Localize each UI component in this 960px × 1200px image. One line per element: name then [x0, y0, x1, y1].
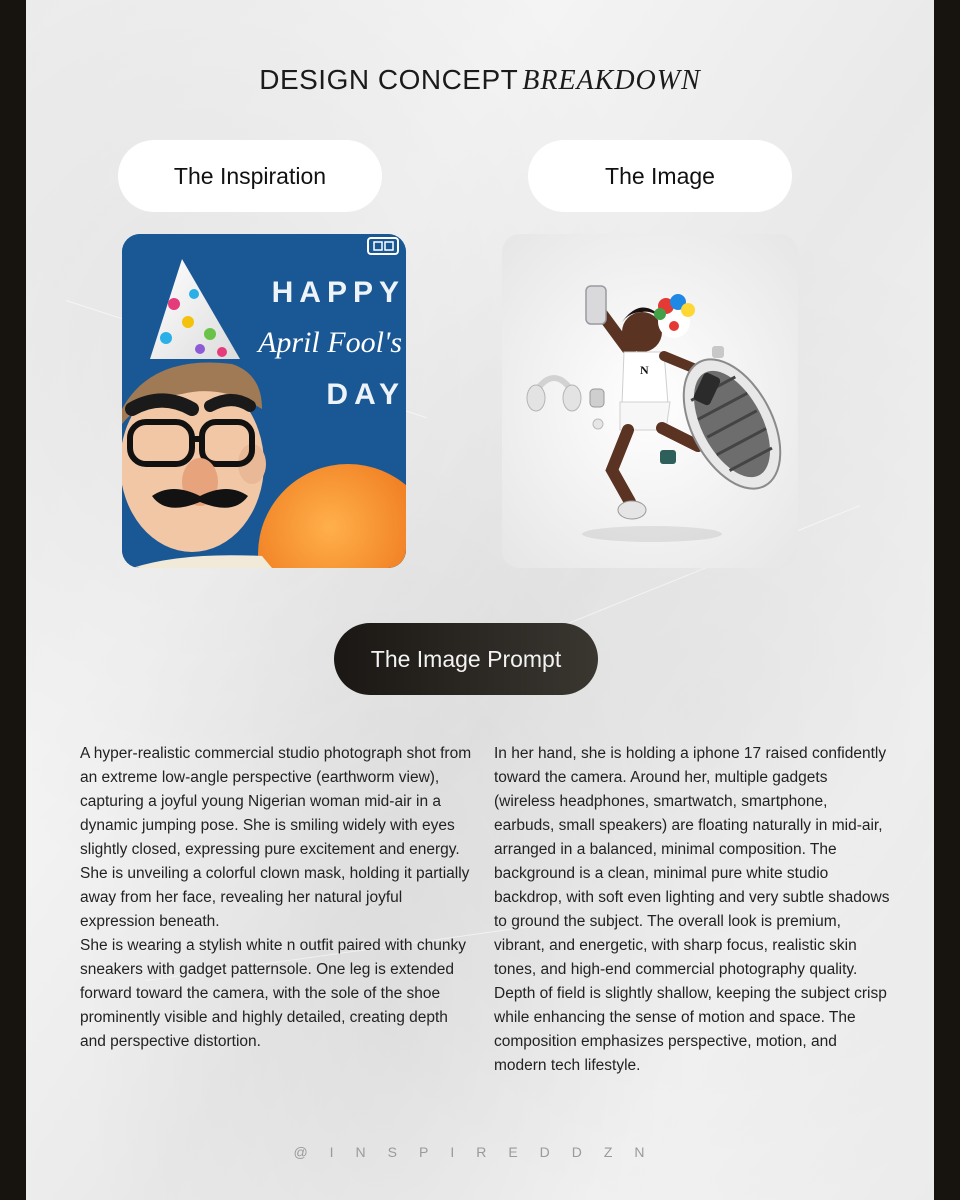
smartwatch	[590, 389, 604, 407]
generated-illustration	[502, 234, 798, 568]
prompt-paragraph: She is wearing a stylish white n outfit paired with chunky sneakers with gadget patternsole. One leg is extended forward toward the camera, with the sole of the shoe prominently visible and highly detailed, creating depth and perspective distortion.	[80, 937, 466, 1050]
inspiration-illustration	[122, 234, 406, 568]
generated-image	[502, 234, 798, 568]
prompt-paragraph: In her hand, she is holding a iphone 17 raised confidently toward the camera. Around her, multiple gadgets (wireless headphones, smartwatch, smartphone, earbuds, small speakers) are floating naturally in mid-air, arranged in a balanced, minimal composition. The background is a clean, minimal pure white studio backdrop, with soft even lighting and very subtle shadows to ground the subject. The overall look is premium, vibrant, and energetic, with sharp focus, realistic skin tones, and high-end commercial photography quality.	[494, 745, 890, 978]
greeting-line3: DAY	[326, 378, 405, 411]
inspiration-label	[118, 140, 382, 212]
page-title	[26, 64, 934, 97]
inspiration-image	[122, 234, 406, 568]
image-label	[528, 140, 792, 212]
prompt-label	[334, 623, 598, 695]
small-speaker	[660, 450, 676, 464]
title-accent: BREAKDOWN	[522, 65, 701, 96]
image-label-text: The Image	[605, 162, 715, 189]
greeting-line2: April Fool's	[258, 326, 402, 359]
prompt-column-left	[80, 742, 478, 1054]
earbuds	[712, 346, 724, 358]
prompt-paragraph: A hyper-realistic commercial studio photograph shot from an extreme low-angle perspective (earthworm view), capturing a joyful young Nigerian woman mid-air in a dynamic jumping pose. She is smiling widely with eyes slightly closed, expressing pure excitement and energy. She is unveiling a colorful clown mask, holding it partially away from her face, revealing her natural joyful expression beneath.	[80, 745, 472, 930]
prompt-paragraph: Depth of field is slightly shallow, keeping the subject crisp while enhancing the sense of motion and space. The composition emphasizes perspective, motion, and modern tech lifestyle.	[494, 985, 887, 1074]
svg-text:N: N	[640, 363, 649, 377]
inspiration-label-text: The Inspiration	[173, 162, 327, 189]
phone	[586, 286, 606, 324]
title-main: DESIGN CONCEPT	[259, 64, 519, 95]
greeting-line1: HAPPY	[271, 276, 405, 309]
prompt-column-right	[494, 742, 892, 1078]
footer-handle: @INSPIREDDZN	[293, 1144, 667, 1160]
prompt-label-text: The Image Prompt	[370, 645, 562, 672]
paper-sheet	[26, 0, 934, 1200]
